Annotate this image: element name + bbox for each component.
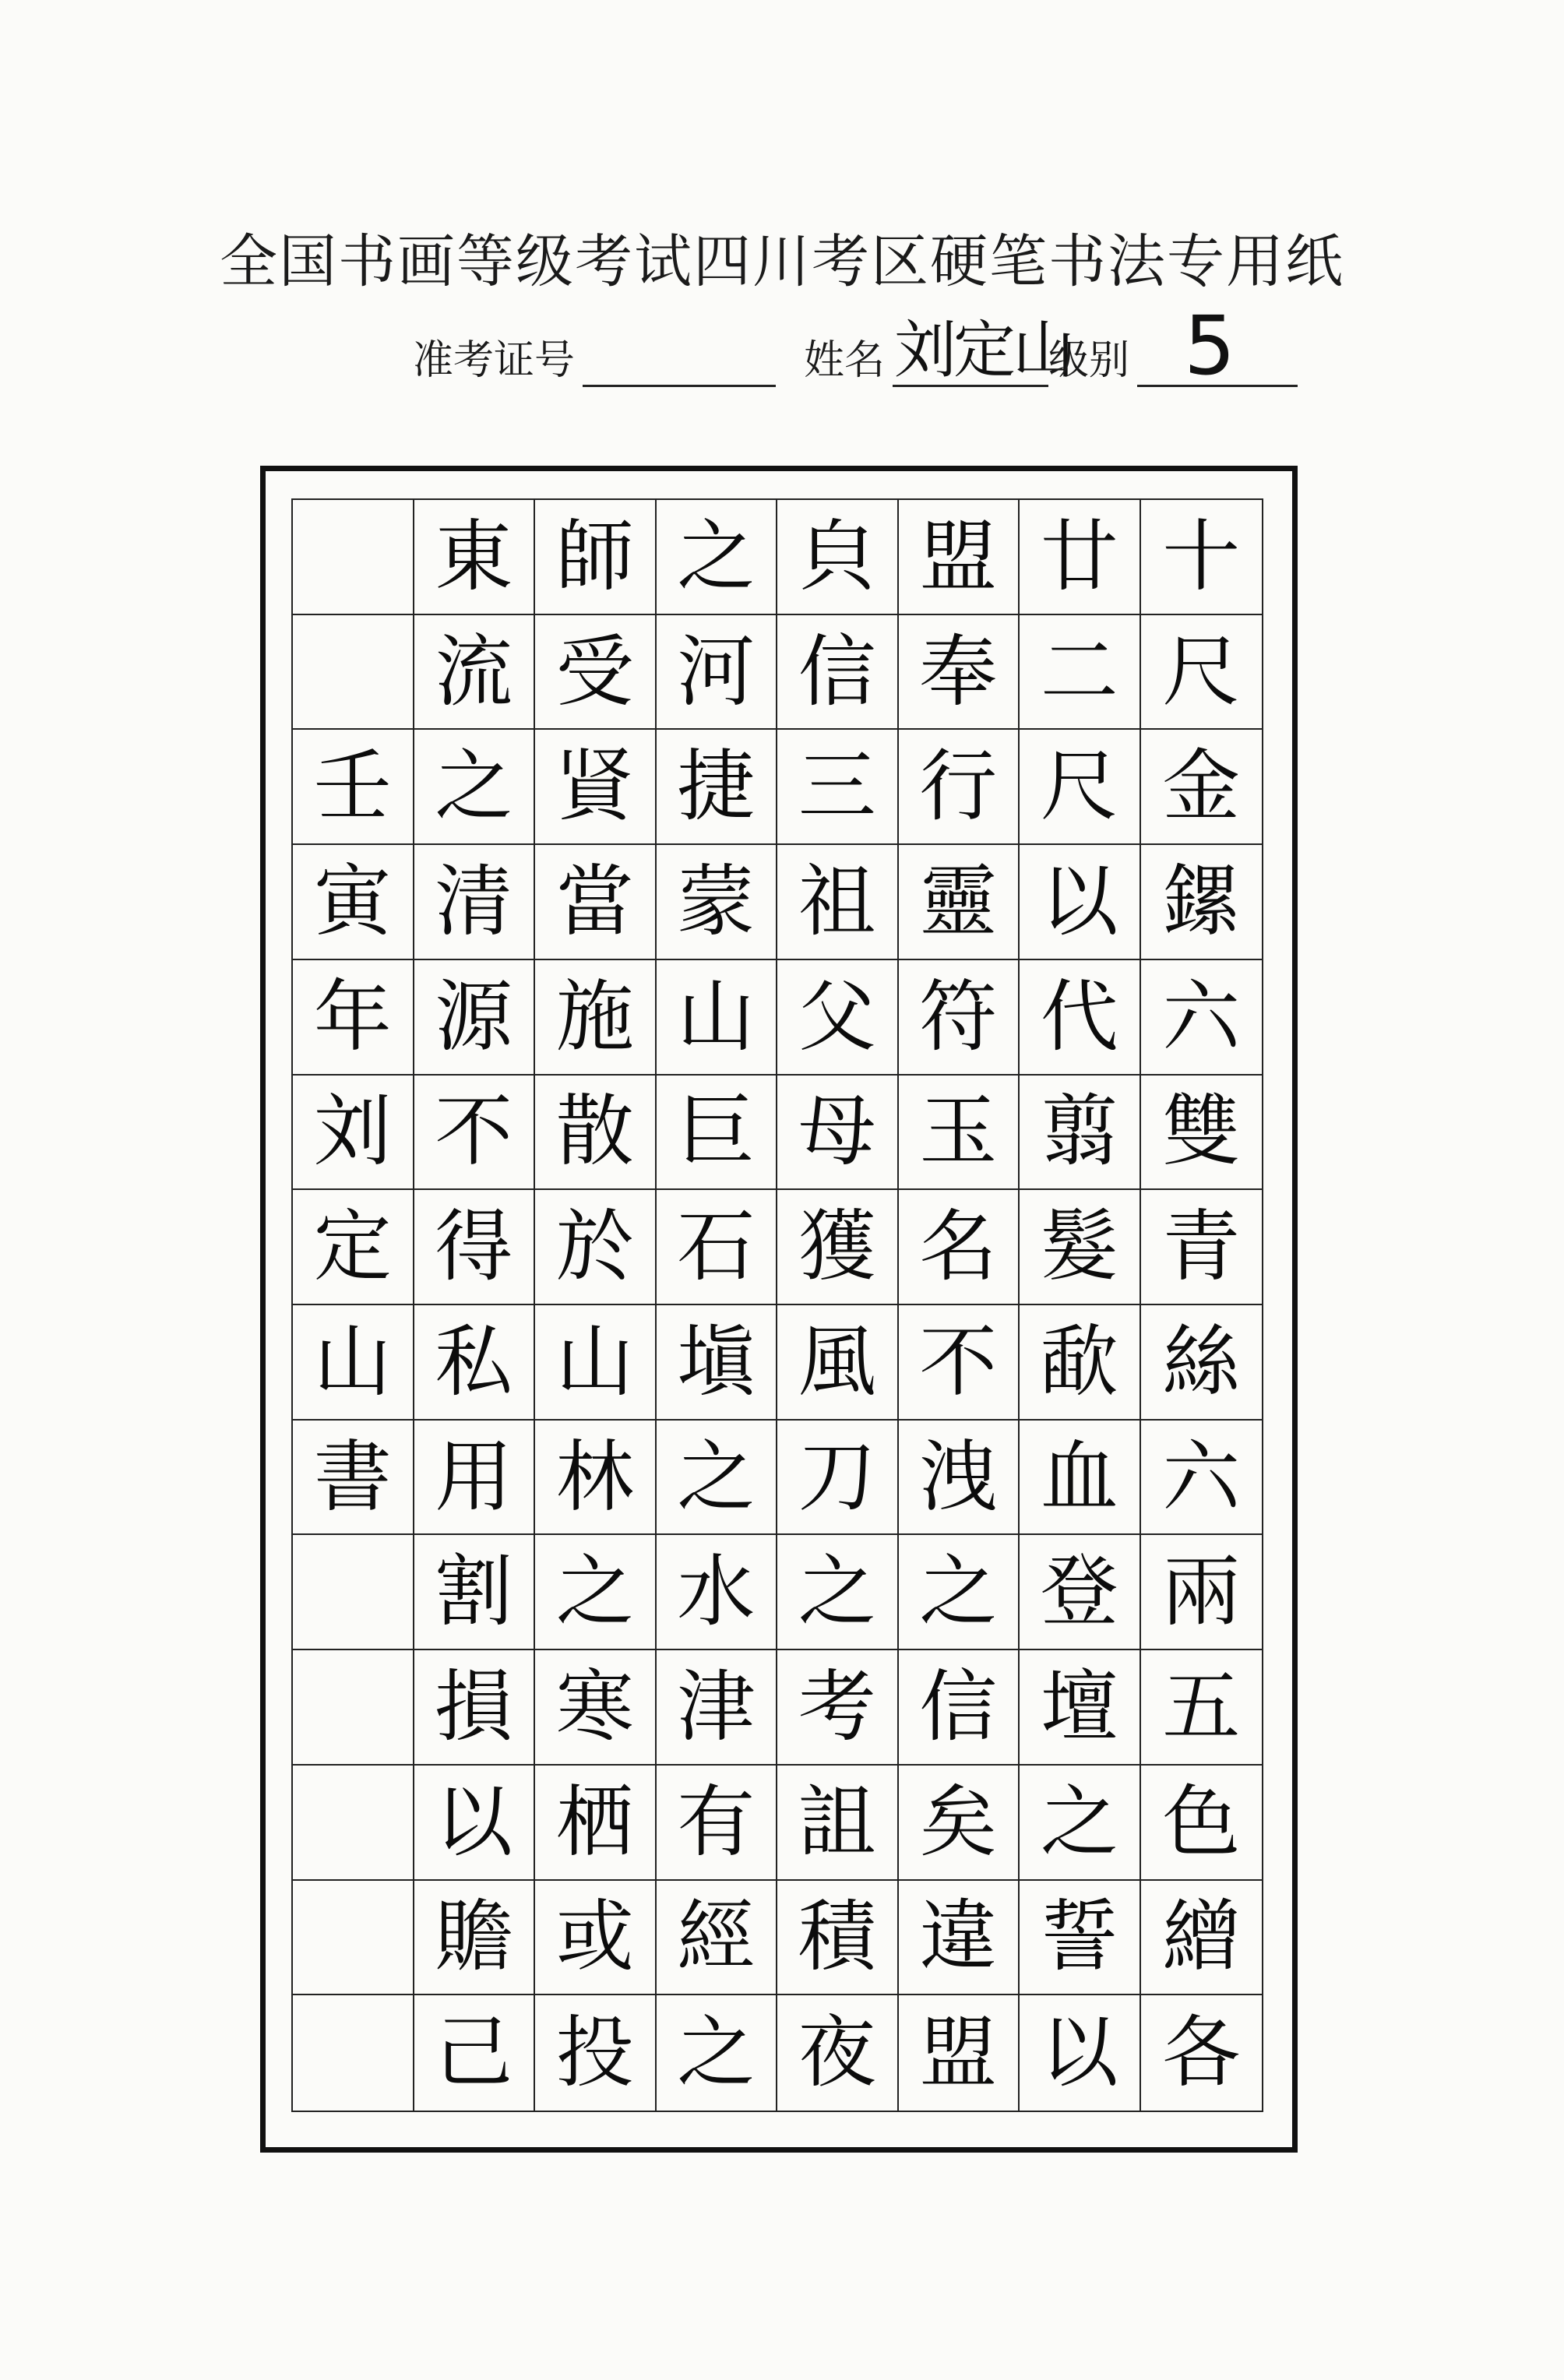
- grid-cell: 寅: [293, 845, 414, 960]
- grid-cell: 積: [777, 1881, 899, 1996]
- grid-cell: 栖: [535, 1766, 657, 1881]
- grid-cell: 之: [535, 1535, 657, 1650]
- grid-cell: 蒙: [657, 845, 778, 960]
- grid-cell: 當: [535, 845, 657, 960]
- grid-cell: 髮: [1020, 1190, 1141, 1305]
- grid-cell: 䝨: [535, 730, 657, 845]
- grid-cell: 塡: [657, 1305, 778, 1421]
- grid-cell: 刀: [777, 1421, 899, 1536]
- grid-cell: 祖: [777, 845, 899, 960]
- grid-cell: 三: [777, 730, 899, 845]
- grid-cell: [293, 1881, 414, 1996]
- grid-cell: 經: [657, 1881, 778, 1996]
- grid-cell: 各: [1162, 2007, 1241, 2099]
- grid-cell: 清: [414, 845, 536, 960]
- grid-cell: 歃: [1020, 1305, 1141, 1421]
- level-label: 级别: [1048, 337, 1130, 384]
- grid-cell: 靈: [899, 845, 1020, 960]
- grid-cell: 雙: [1141, 1076, 1263, 1191]
- grid-cell: 不: [414, 1076, 536, 1191]
- grid-cell: 誓: [1020, 1881, 1141, 1996]
- grid-cell: [293, 1535, 414, 1650]
- grid-cell: [293, 500, 414, 615]
- grid-cell: 尺: [1141, 615, 1263, 731]
- grid-cell: 用: [414, 1421, 536, 1536]
- grid-cell: 翦: [1020, 1076, 1141, 1191]
- grid-cell: 刘: [293, 1076, 414, 1191]
- grid-cell: 色: [1141, 1766, 1263, 1881]
- grid-cell: 行: [899, 730, 1020, 845]
- grid-cell: 之: [414, 730, 536, 845]
- grid-cell: [293, 1650, 414, 1766]
- grid-cell: 以: [1020, 845, 1141, 960]
- grid-cell: 東: [414, 500, 536, 615]
- grid-cell: 損: [414, 1650, 536, 1766]
- grid-cell: 林: [535, 1421, 657, 1536]
- grid-cell: 十: [1141, 500, 1263, 615]
- grid-cell: 或: [535, 1881, 657, 1996]
- grid-cell: 壬: [293, 730, 414, 845]
- grid-cell: 詛: [777, 1766, 899, 1881]
- grid-cell: 之: [1020, 1766, 1141, 1881]
- grid-cell: 河: [657, 615, 778, 731]
- grid-cell: 五: [1141, 1650, 1263, 1766]
- grid-cell: 施: [535, 960, 657, 1076]
- grid-cell: 贍: [414, 1881, 536, 1996]
- sheet-title: 全国书画等级考试四川考区硬笔书法专用纸: [220, 228, 1344, 295]
- grid-cell: 得: [414, 1190, 536, 1305]
- name-value: 刘定山: [894, 314, 1072, 386]
- grid-cell: 源: [414, 960, 536, 1076]
- grid-cell: 水: [657, 1535, 778, 1650]
- grid-cell: 年: [293, 960, 414, 1076]
- grid-cell: 奉: [899, 615, 1020, 731]
- grid-cell: 定: [293, 1190, 414, 1305]
- grid-cell: 洩: [899, 1421, 1020, 1536]
- grid-cell: 風: [777, 1305, 899, 1421]
- grid-cell: 廿: [1020, 500, 1141, 615]
- grid-cell: 之: [657, 1995, 778, 2111]
- grid-cell: 以: [414, 1766, 536, 1881]
- grid-cell: 書: [293, 1421, 414, 1536]
- grid-cell: [293, 1995, 414, 2111]
- grid-cell: 獲: [777, 1190, 899, 1305]
- grid-cell: 己: [414, 1995, 536, 2111]
- grid-cell: 山: [293, 1305, 414, 1421]
- grid-cell: [293, 1766, 414, 1881]
- grid-cell: 繒: [1141, 1881, 1263, 1996]
- grid-cell: 有: [657, 1766, 778, 1881]
- grid-cell: 考: [777, 1650, 899, 1766]
- grid-cell: 矣: [899, 1766, 1020, 1881]
- grid-cell: 盟: [899, 1995, 1020, 2111]
- grid-cell: 之: [657, 1421, 778, 1536]
- grid-cell: 不: [899, 1305, 1020, 1421]
- grid-cell: 私: [414, 1305, 536, 1421]
- grid-cell: 散: [535, 1076, 657, 1191]
- grid-cell: 二: [1020, 615, 1141, 731]
- grid-cell: 父: [777, 960, 899, 1076]
- level-value: 5: [1184, 298, 1236, 393]
- grid-cell: 捷: [657, 730, 778, 845]
- grid-cell: 山: [657, 960, 778, 1076]
- grid-cell: 鏍: [1141, 845, 1263, 960]
- grid-cell: 代: [1020, 960, 1141, 1076]
- grid-cell: 㒵: [777, 500, 899, 615]
- grid-cell: 違: [899, 1881, 1020, 1996]
- exam-id-blank: [583, 385, 776, 387]
- grid-cell: 寒: [535, 1650, 657, 1766]
- grid-cell: 六: [1141, 1421, 1263, 1536]
- name-label: 姓名: [804, 337, 886, 384]
- grid-cell: 於: [535, 1190, 657, 1305]
- grid-cell: 符: [899, 960, 1020, 1076]
- grid-cell: 盟: [899, 500, 1020, 615]
- writing-grid: [291, 498, 1263, 2112]
- grid-cell: 受: [535, 615, 657, 731]
- grid-cell: 六: [1141, 960, 1263, 1076]
- grid-cell: 登: [1020, 1535, 1141, 1650]
- grid-cell: 夜: [777, 1995, 899, 2111]
- grid-cell: 兩: [1141, 1535, 1263, 1650]
- grid-cell: 巨: [657, 1076, 778, 1191]
- grid-cell: 玉: [899, 1076, 1020, 1191]
- grid-cell: 青: [1141, 1190, 1263, 1305]
- grid-cell: 母: [777, 1076, 899, 1191]
- grid-cell: 血: [1020, 1421, 1141, 1536]
- grid-cell: 流: [414, 615, 536, 731]
- grid-cell: 尺: [1020, 730, 1141, 845]
- grid-cell: 師: [535, 500, 657, 615]
- grid-cell: [293, 615, 414, 731]
- grid-cell: 以: [1020, 1995, 1141, 2111]
- grid-cell: 投: [535, 1995, 657, 2111]
- grid-cell: 信: [899, 1650, 1020, 1766]
- grid-cell: 之: [777, 1535, 899, 1650]
- exam-id-label: 准考证号: [413, 337, 576, 384]
- grid-cell: 山: [535, 1305, 657, 1421]
- grid-cell: 割: [414, 1535, 536, 1650]
- grid-cell: 津: [657, 1650, 778, 1766]
- grid-cell: 之: [657, 500, 778, 615]
- grid-cell: 信: [777, 615, 899, 731]
- grid-cell: 石: [657, 1190, 778, 1305]
- grid-cell: 壇: [1020, 1650, 1141, 1766]
- grid-cell: 之: [899, 1535, 1020, 1650]
- grid-cell: 金: [1141, 730, 1263, 845]
- grid-cell: 絲: [1141, 1305, 1263, 1421]
- grid-cell: 名: [899, 1190, 1020, 1305]
